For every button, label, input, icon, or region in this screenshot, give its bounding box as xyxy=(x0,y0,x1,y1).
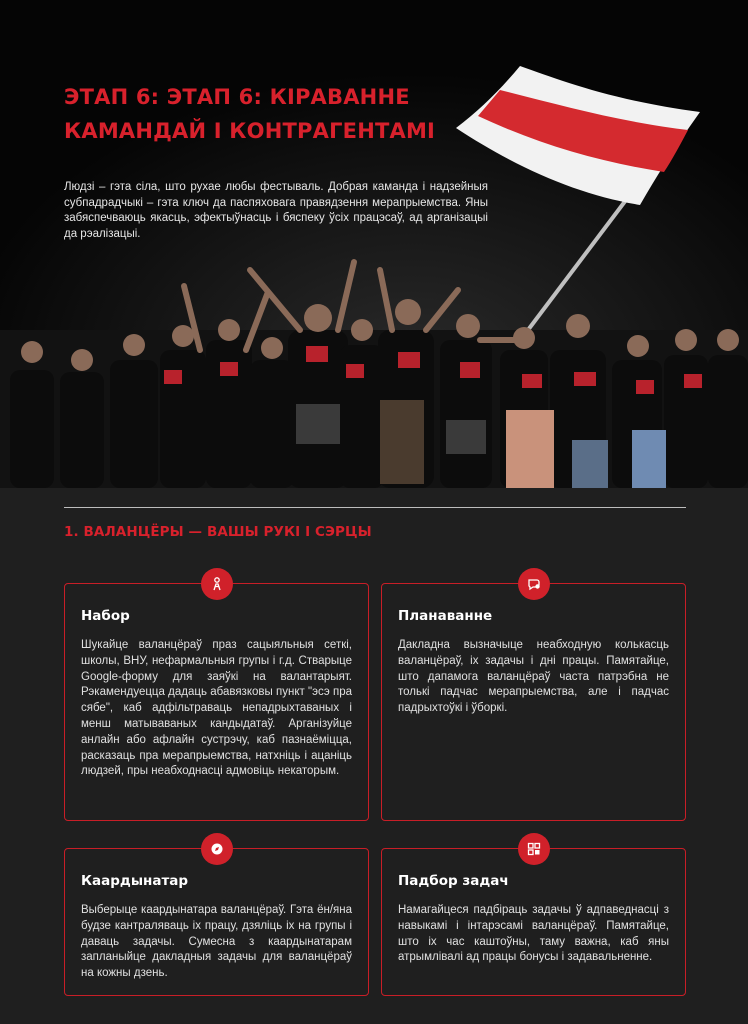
card-text: Выберыце каардынатара валанцёраў. Гэта ён/яна будзе кантраляваць іх працу, дзяліць іх на групы і даваць задачы. Сумесна з каардынатарам запланыйце дакладныя задачы для валанцёраў на кожны дзень. xyxy=(81,904,352,980)
tasks-grid-icon xyxy=(518,833,550,865)
person-icon xyxy=(201,568,233,600)
card-planning xyxy=(381,583,686,821)
card-text: Намагайцеся падбіраць задачы ў адпаведнасці з навыкамі і інтарэсамі валанцёраў. Памятайце, што іх час каштоўны, таму важна, каб яны атрымлівалі ад працы бонусы і задавальненне. xyxy=(398,904,669,964)
card-recruitment xyxy=(64,583,369,821)
compass-icon xyxy=(201,833,233,865)
hero-section xyxy=(0,0,748,488)
card-title: Падбор задач xyxy=(398,873,509,889)
card-coordinator xyxy=(64,848,369,996)
section-divider xyxy=(64,507,686,508)
chat-bubble-icon xyxy=(518,568,550,600)
card-title: Каардынатар xyxy=(81,873,189,889)
card-title: Набор xyxy=(81,608,130,624)
card-title: Планаванне xyxy=(398,608,493,624)
page-title: ЭТАП 6: ЭТАП 6: КІРАВАННЕ КАМАНДАЙ І КОНТРАГЕНТАМІ xyxy=(64,85,436,143)
crowd-with-flag-photo xyxy=(0,0,748,488)
section-title: 1. ВАЛАНЦЁРЫ — ВАШЫ РУКІ І СЭРЦЫ xyxy=(64,524,372,540)
card-task-selection xyxy=(381,848,686,996)
card-text: Дакладна вызначыце неабходную колькасць валанцёраў, іх задачы і дні працы. Памятайце, што дапамога валанцёраў часта патрэбна не толькі падчас мерапрыемства, але і падчас падрыхтоўкі і ўборкі. xyxy=(398,639,669,715)
intro-paragraph: Людзі – гэта сіла, што рухае любы фестываль. Добрая каманда і надзейныя субпадрадчыкі – гэта ключ да паспяховага правядзення мерапрыемства. Яны забяспечваюць якасць, эфектыўнасць і бяспеку ўсіх працэсаў, ад арганізацыі да рэалізацыі. xyxy=(64,181,488,240)
card-text: Шукайце валанцёраў праз сацыяльныя сеткі, школы, ВНУ, нефармальныя групы і г.д. Стварыце Google-форму для заяўкі на валантарыят. Рэкамендуецца дадаць абавязковы пункт "эсэ пра сябе", каб адфільтраваць непадрыхтаваных і менш матываваных кандыдатаў. Арганізуйце анлайн або афлайн сустрэчу, каб пазнаёміцца, расказаць пра мерапрыемства, натхніць і ацаніць людзей, пры неабходнасці адмовіць некаторым. xyxy=(81,639,352,778)
